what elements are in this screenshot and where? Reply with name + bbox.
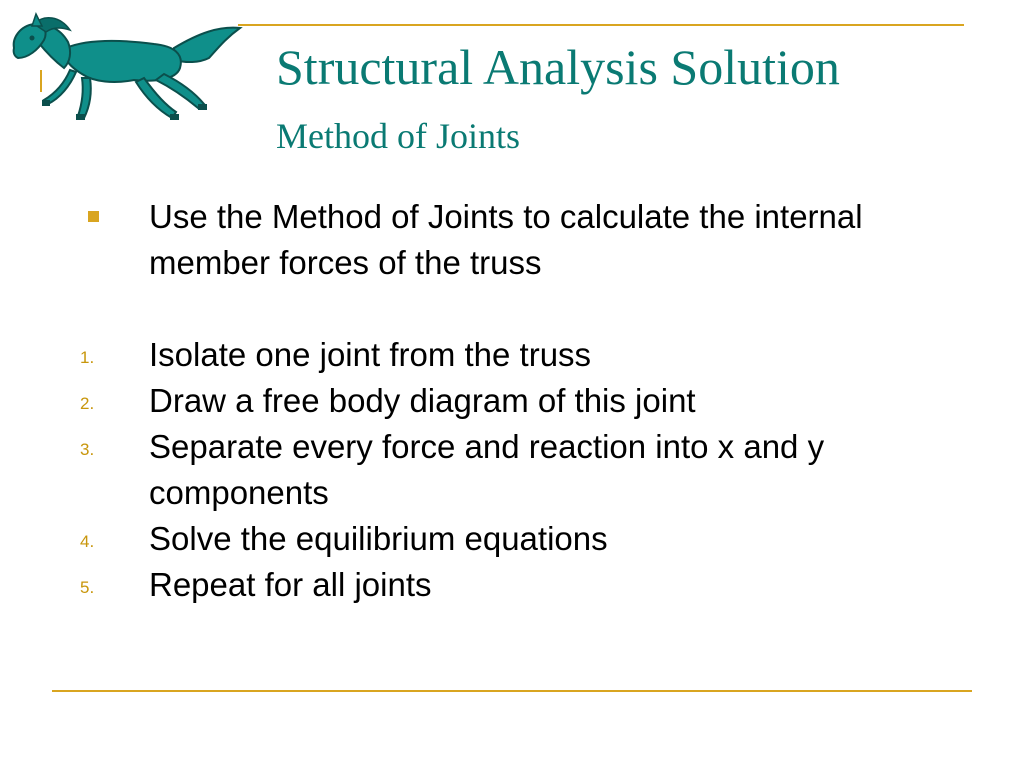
- step-number: 1.: [80, 348, 95, 367]
- step-number: 5.: [80, 578, 95, 597]
- slide-title: Structural Analysis Solution: [276, 39, 840, 95]
- step-text: Draw a free body diagram of this joint: [149, 382, 696, 419]
- step-text: Solve the equilibrium equations: [149, 520, 608, 557]
- step-item: [80, 516, 940, 562]
- step-text: Repeat for all joints: [149, 566, 432, 603]
- intro-bullet: [80, 194, 940, 286]
- step-item: [80, 378, 940, 424]
- step-text: Isolate one joint from the truss: [149, 336, 592, 373]
- steps-list: [80, 332, 940, 608]
- step-text: Separate every force and reaction into x and y components: [149, 428, 825, 511]
- step-number: 4.: [80, 532, 95, 551]
- step-item: [80, 562, 940, 608]
- step-item: [80, 332, 940, 378]
- slide-subtitle: Method of Joints: [276, 116, 521, 156]
- square-bullet-icon: [88, 211, 99, 222]
- mustang-horse-icon: [4, 8, 244, 128]
- top-divider: [238, 24, 964, 26]
- step-number: 2.: [80, 394, 95, 413]
- bottom-divider: [52, 690, 972, 692]
- intro-bullet-text: Use the Method of Joints to calculate the internal member forces of the truss: [149, 198, 863, 281]
- step-number: 3.: [80, 440, 95, 459]
- step-item: [80, 424, 940, 516]
